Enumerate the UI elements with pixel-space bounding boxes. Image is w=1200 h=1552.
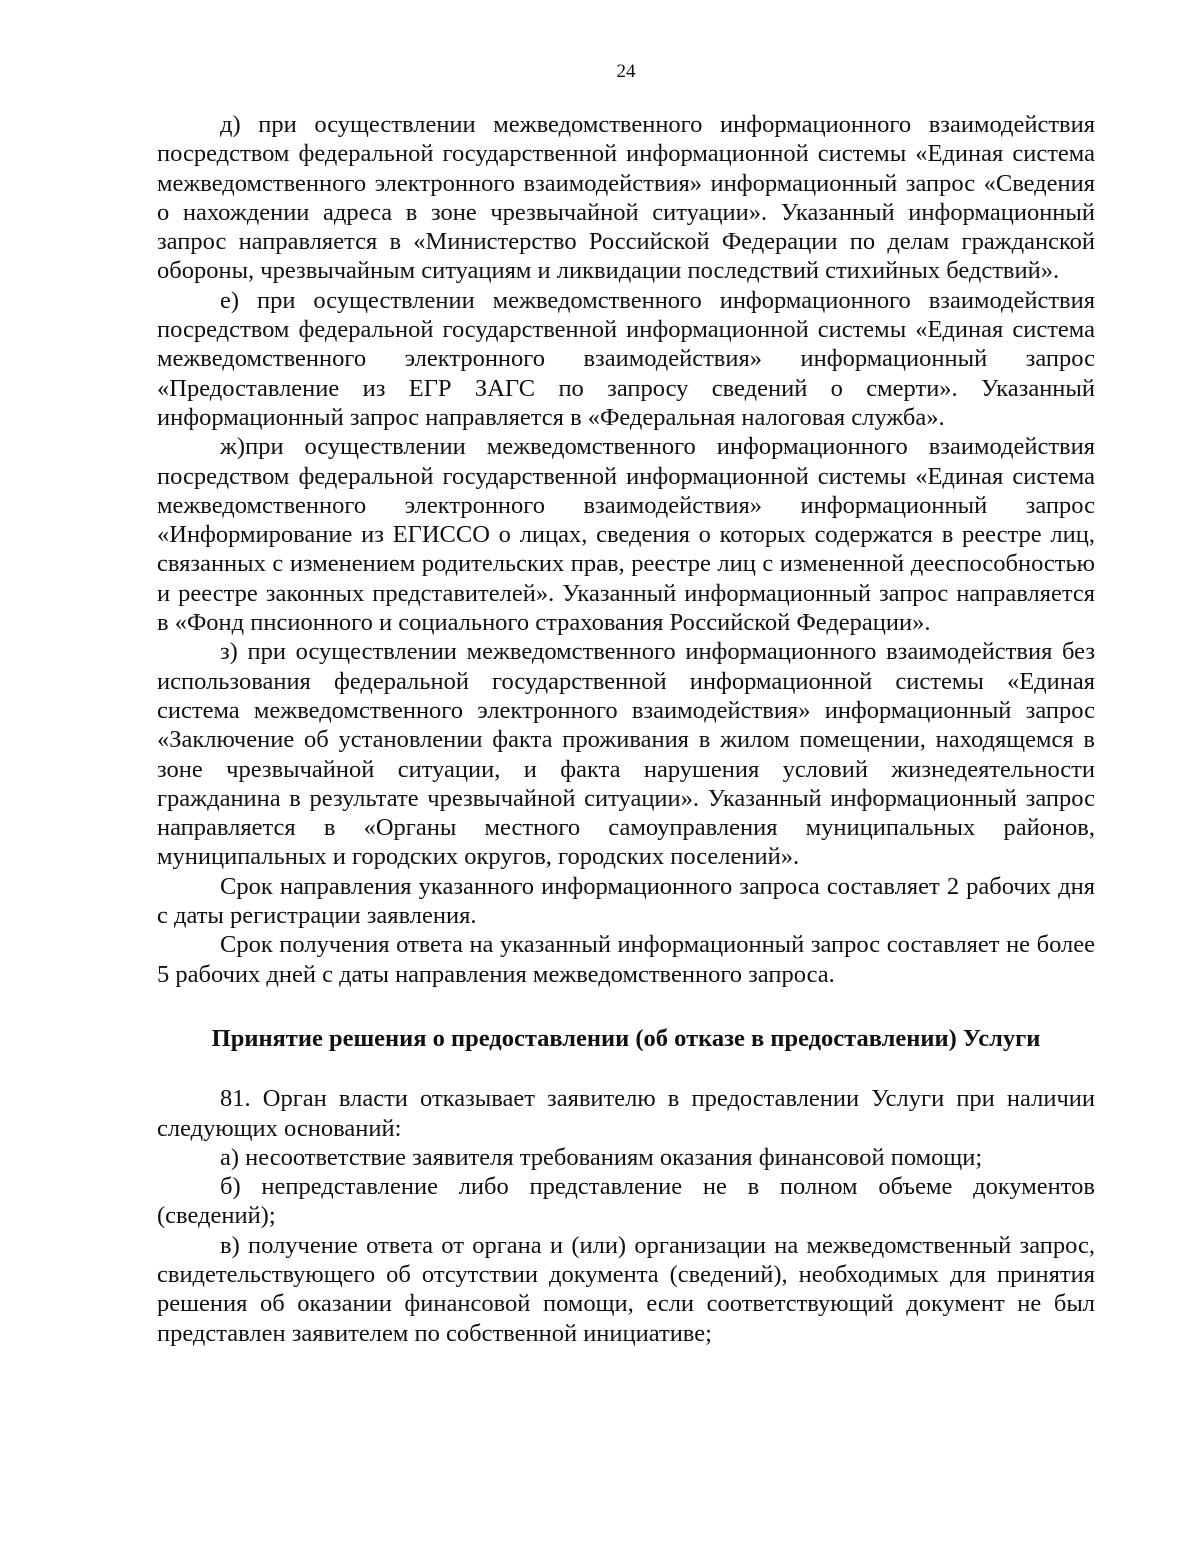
paragraph-request-deadline: Срок направления указанного информационного запроса составляет 2 рабочих дня с даты регистрации заявления. — [157, 872, 1095, 930]
paragraph-z: з) при осуществлении межведомственного информационного взаимодействия без использования федеральной государственной информационной системы «Единая система межведомственного электронного взаимодействия» информационный запрос «Заключение об установлении факта проживания в жилом помещении, находящемся в зоне чрезвычайной ситуации, и факта нарушения условий жизнедеятельности гражданина в результате чрезвычайной ситуации». Указанный информационный запрос направляется в «Органы местного самоуправления муниципальных районов, муниципальных и городских округов, городских поселений». — [157, 638, 1095, 871]
paragraph-e: е) при осуществлении межведомственного информационного взаимодействия посредством федеральной государственной информационной системы «Единая система межведомственного электронного взаимодействия» информационный запрос «Предоставление из ЕГР ЗАГС по запросу сведений о смерти». Указанный информационный запрос направляется в «Федеральная налоговая служба». — [157, 286, 1095, 431]
refusal-ground-a: а) несоответствие заявителя требованиям оказания финансовой помощи; — [220, 1143, 983, 1171]
refusal-ground-v: в) получение ответа от органа и (или) организации на межведомственный запрос, свидетельствующего об отсутствии документа (сведений), необходимых для принятия решения об оказании финансовой помощи, если соответствующий документ не был представлен заявителем по собственной инициативе; — [157, 1231, 1095, 1347]
paragraph-response-deadline: Срок получения ответа на указанный информационный запрос составляет не более 5 рабочих дней с даты направления межведомственного запроса. — [157, 931, 1095, 988]
paragraph-81: 81. Орган власти отказывает заявителю в предоставлении Услуги при наличии следующих оснований: — [157, 1085, 1095, 1142]
paragraph-d: д) при осуществлении межведомственного информационного взаимодействия посредством федеральной государственной информационной системы «Единая система межведомственного электронного взаимодействия» информационный запрос «Сведения о нахождении адреса в зоне чрезвычайной ситуации». Указанный информационный запрос направляется в «Министерство Российской Федерации по делам гражданской обороны, чрезвычайным ситуациям и ликвидации последствий стихийных бедствий». — [157, 111, 1095, 285]
refusal-ground-b: б) непредставление либо представление не в полном объеме документов (сведений); — [157, 1173, 1095, 1230]
page-number: 24 — [616, 61, 636, 82]
document-body — [157, 110, 1095, 1348]
section-heading: Принятие решения о предоставлении (об отказе в предоставлении) Услуги — [211, 1024, 1041, 1052]
paragraph-zh: ж)при осуществлении межведомственного информационного взаимодействия посредством федеральной государственной информационной системы «Единая система межведомственного электронного взаимодействия» информационный запрос «Информирование из ЕГИССО о лицах, сведения о которых содержатся в реестре лиц, связанных с изменением родительских прав, реестре лиц с измененной дееспособностью и реестре законных представителей». Указанный информационный запрос направляется в «Фонд пнсионного и социального страхования Российской Федерации». — [157, 433, 1095, 637]
